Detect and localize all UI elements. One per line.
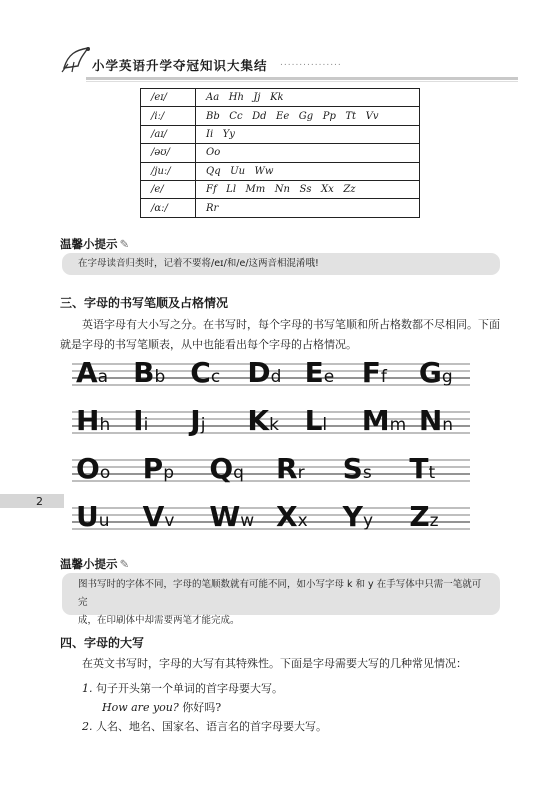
letter-pair: Kk: [247, 404, 279, 437]
letter-pair: Ff: [361, 356, 387, 389]
letter-pair: Ww: [209, 500, 255, 533]
example-english: How are you?: [102, 701, 179, 714]
letter-pair: Ll: [304, 404, 328, 437]
letter-practice-chart: [60, 356, 500, 546]
list-number: 2.: [82, 720, 93, 733]
letter-pair: Hh: [76, 404, 111, 437]
tip-label-text: 温馨小提示: [60, 237, 118, 251]
letter-pair: Pp: [142, 452, 174, 485]
table-row: [141, 125, 420, 143]
letter-pair: Oo: [76, 452, 111, 485]
letters-cell: Ff Ll Mm Nn Ss Xx Zz: [196, 180, 420, 198]
list-item: [82, 680, 283, 696]
header-rule-thin: [86, 81, 518, 82]
section-title: 三、字母的书写笔顺及占格情况: [60, 296, 229, 310]
letter-pair: Mm: [361, 404, 407, 437]
letter-pair: Ee: [304, 356, 335, 389]
phonetic-symbol-cell: /aɪ/: [141, 125, 196, 143]
table-row: [141, 144, 420, 162]
tip-text-line: 图书写时的字体不同，字母的笔顺数就有可能不同，如小写字母 k 和 y 在手写体中只需一笔就可完: [78, 579, 482, 608]
list-item-text: 人名、地名、国家名、语言名的首字母要大写。: [96, 720, 327, 733]
list-item-text: 句子开头第一个单词的首字母要大写。: [96, 682, 283, 695]
phonetic-symbol-cell: /e/: [141, 180, 196, 198]
letters-cell: Rr: [196, 199, 420, 217]
page-header: [58, 44, 518, 78]
phonetic-symbol-cell: /eɪ/: [141, 89, 196, 107]
letter-pair: Ii: [133, 404, 149, 437]
table-row: [141, 199, 420, 217]
list-number: 1.: [82, 682, 93, 695]
tip-text-line: 成，在印刷体中却需要两笔才能完成。: [78, 615, 240, 626]
example-line: [102, 699, 221, 715]
table-row: [141, 89, 420, 107]
letter-pair: Rr: [276, 452, 305, 485]
section-paragraph: 在英文书写时，字母的大写有其特殊性。下面是字母需要大写的几种常见情况：: [82, 657, 467, 670]
letter-pair: Dd: [247, 356, 282, 389]
letter-pair: Cc: [190, 356, 221, 389]
tip-box: [62, 253, 500, 275]
letter-pair: Bb: [133, 356, 166, 389]
letter-pair: Ss: [342, 452, 372, 485]
page-number: 2: [36, 495, 43, 508]
header-title: 小学英语升学夺冠知识大集结: [92, 58, 268, 73]
tip-text: 在字母读音归类时，记着不要将/eɪ/和/e/这两音相混淆哦!: [78, 258, 319, 269]
table-row: [141, 180, 420, 198]
letter-pair: Xx: [276, 500, 308, 533]
letter-pair: Qq: [209, 452, 244, 485]
pencil-icon: ✎: [119, 237, 130, 251]
letters-cell: Ii Yy: [196, 125, 420, 143]
tip-box: [62, 573, 500, 626]
phonetic-symbol-cell: /iː/: [141, 107, 196, 125]
section-title: 四、字母的大写: [60, 636, 145, 650]
phonetic-table: [140, 88, 420, 218]
pencil-icon: ✎: [119, 557, 130, 571]
example-chinese: 你好吗?: [182, 701, 222, 714]
page-number-bar: [0, 494, 64, 508]
letter-pair: Uu: [76, 500, 110, 533]
tip-label: [60, 556, 129, 572]
letter-pair: Zz: [409, 500, 439, 533]
list-item: [82, 718, 327, 734]
letter-pair: Nn: [418, 404, 454, 437]
table-row: [141, 107, 420, 125]
letters-cell: Qq Uu Ww: [196, 162, 420, 180]
phonetic-symbol-cell: /juː/: [141, 162, 196, 180]
header-dots: ................: [280, 58, 342, 68]
tip-label-text: 温馨小提示: [60, 557, 118, 571]
letter-pair: Tt: [409, 452, 436, 485]
tip-label: [60, 236, 129, 252]
letter-pair: Yy: [342, 500, 374, 533]
letters-cell: Oo: [196, 144, 420, 162]
letters-cell: Aa Hh Jj Kk: [196, 89, 420, 107]
phonetic-symbol-cell: /əʊ/: [141, 144, 196, 162]
phonetic-symbol-cell: /ɑː/: [141, 199, 196, 217]
section-paragraph: 英语字母有大小写之分。在书写时，每个字母的书写笔顺和所占格数都不尽相同。下面就是字母的书写笔顺表，从中也能看出每个字母的占格情况。: [60, 318, 500, 351]
letter-pair: Vv: [142, 500, 175, 533]
letter-pair: Jj: [190, 404, 206, 437]
table-row: [141, 162, 420, 180]
letters-cell: Bb Cc Dd Ee Gg Pp Tt Vv: [196, 107, 420, 125]
header-rule: [86, 77, 518, 80]
letter-pair: Gg: [418, 356, 453, 389]
letter-pair: Aa: [76, 356, 109, 389]
